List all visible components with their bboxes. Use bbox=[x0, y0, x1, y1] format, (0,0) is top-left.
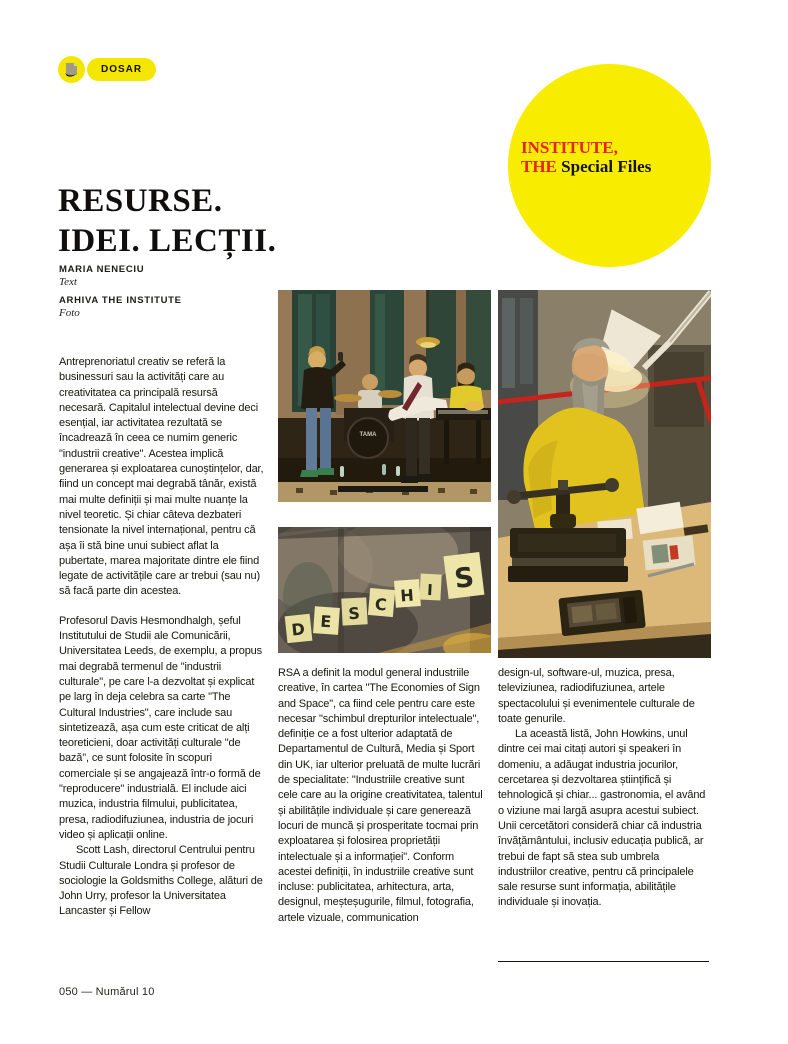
postit-letter-s1: S bbox=[347, 603, 361, 624]
photo-credit: ARHIVA THE INSTITUTE bbox=[59, 295, 182, 306]
article-column-1 bbox=[59, 355, 264, 920]
article-end-rule bbox=[498, 961, 709, 962]
paragraph: RSA a definit la modul general industriile creative, în cartea "The Economies of Sign and Space", ca fiind cele pentru care este necesar "schimbul drepturilor intelectuale", definiție ce a fost ulterior adaptată de Departamentul de Cultură, Media și Sport din UK, iar ulterior preluată de multe lucrări de specialitate: "Industriile creative sunt cele care au la origine creativitatea, talentul și abilitățile individuale și care generează locuri de muncă și prosperitate tocmai prin exploatarea și folosirea proprietății intelectuale și a informației". Conform acestei definiții, în industriile creative sunt incluse: publicitatea, arhitectura, arta, designul, meșteșugurile, filmul, fotografia, artele vizuale, communication bbox=[278, 667, 483, 924]
postit-letter-c: C bbox=[374, 594, 388, 615]
dosar-badge-label: DOSAR bbox=[101, 64, 143, 75]
author-name: MARIA NENECIU bbox=[59, 264, 145, 275]
byline bbox=[59, 264, 182, 326]
photo-band-performing bbox=[278, 290, 491, 502]
brand-special-files: Special Files bbox=[556, 157, 652, 176]
drum-brand-text: TAMA bbox=[359, 432, 377, 438]
photo-deschis-window bbox=[278, 527, 491, 653]
postit-letter-h: H bbox=[399, 585, 415, 606]
dosar-folder-icon bbox=[58, 56, 85, 83]
brand-the: THE bbox=[521, 157, 557, 176]
brand-circle bbox=[508, 64, 711, 267]
photo-credit-role: Foto bbox=[59, 307, 80, 319]
page-title-line2: IDEI. LECȚII. bbox=[58, 223, 277, 259]
dosar-badge-pill bbox=[87, 58, 156, 81]
article-column-2 bbox=[278, 666, 486, 926]
paragraph: Profesorul Davis Hesmondhalgh, șeful Institutului de Studii ale Comunicării, Universitatea Leeds, de exemplu, a propus mai degrabă termenul de "industrii culturale", pe care l-a dezvoltat și explicat pe larg în deja celebra sa carte "The Cultural Industries", care include sau sintetizează, așa cum este criticat de alți teoreticieni, doar activități culturale "de bază", ce sunt folosite în scopuri comerciale și se angajează într-o formă de "reproducere" industrială. El include aici muzica, industria filmului, publicitatea, presa, radiodifuziunea, industria de jocuri video și aplicații online. bbox=[59, 614, 262, 841]
paragraph: Antreprenoriatul creativ se referă la businessuri sau la activități care au creativitatea ca principală resursă necesară. Capitalul intelectual devine deci esențial, iar activitatea rezultată se încadrează în ceea ce numim generic "industrii creative". Acestea implică generarea și exploatarea cunoștințelor, dar, fiind un concept mai degrabă tânăr, există mai multe definiții și mai multe nuanțe la nivel teoretic. Și chiar câteva dezbateri tensionate la nivel internațional, pentru că așa îi stă bine unui subiect aflat la pubertate, marea majoritate dintre ele fiind legate de activitățile care ar trebui (sau nu) să facă parte din acestea. bbox=[59, 356, 264, 598]
paragraph: La această listă, John Howkins, unul dintre cei mai citați autori și speakeri în domeniu, a adăugat industria jocurilor, cercetarea și dezvoltarea științifică și tehnologică și chiar... gastronomia, el având o viziune mai largă asupra acestui subiect. Unii cercetători consideră chiar că industria învățământului, inclusiv educația publică, ar trebui de fapt să stea sub umbrela industriilor creative, pentru că principalele sale resurse sunt informația, abilitățile individuale și inovația. bbox=[498, 728, 706, 909]
postit-letter-s2: S bbox=[452, 561, 476, 596]
page-title bbox=[58, 181, 276, 261]
postit-letter-e: E bbox=[319, 611, 333, 632]
paragraph: design-ul, software-ul, muzica, presa, televiziunea, radiodifuziunea, artele spectacolului și evenimentele culturale de toate genurile. bbox=[498, 667, 695, 725]
dosar-badge bbox=[58, 56, 156, 83]
paragraph: Scott Lash, directorul Centrului pentru Studii Culturale Londra și profesor de sociologie la Goldsmiths College, alături de John Urry, profesor la Universitatea Lancaster și Fellow bbox=[59, 844, 263, 918]
brand-logotype bbox=[521, 138, 651, 176]
page-title-line1: RESURSE. bbox=[58, 183, 223, 219]
author-role: Text bbox=[59, 276, 77, 288]
photo-bookbinding-press bbox=[498, 290, 711, 658]
page-number: 050 — Numărul 10 bbox=[59, 986, 155, 998]
article-column-3 bbox=[498, 666, 709, 911]
brand-line1: INSTITUTE, bbox=[521, 138, 618, 157]
postit-letter-d: D bbox=[290, 619, 306, 640]
postit-letter-i: I bbox=[426, 580, 434, 600]
